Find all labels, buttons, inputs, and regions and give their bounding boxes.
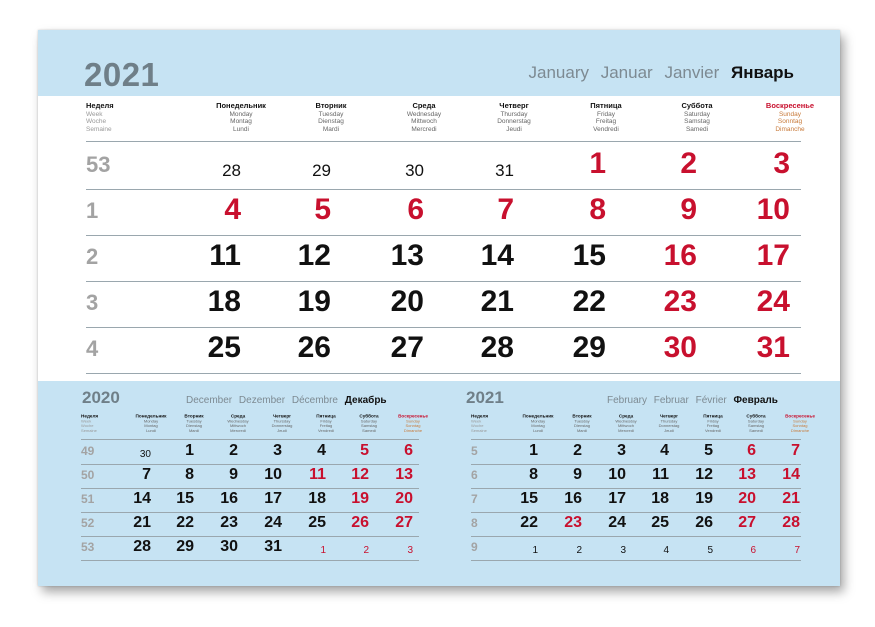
day-cell: 9 — [229, 466, 238, 483]
header-line: Woche — [81, 423, 94, 429]
header-line: Week — [86, 110, 103, 118]
weekday-header — [734, 414, 777, 433]
header-line: Jeudi — [506, 125, 522, 133]
row-divider — [81, 536, 419, 537]
header-line: Lundi — [146, 428, 156, 433]
day-cell: 30 — [405, 161, 424, 180]
header-line: Суббота — [681, 101, 713, 110]
header-line: Monday — [143, 419, 159, 424]
day-cell: 1 — [185, 442, 194, 459]
weekday-header — [172, 414, 215, 433]
week-column-header — [81, 414, 124, 433]
prev-month-year: 2020 — [82, 388, 120, 407]
header-line: Wednesday — [406, 110, 442, 118]
month-fr: Février — [695, 395, 727, 406]
day-cell: 18 — [651, 490, 669, 507]
prev-month-names — [182, 395, 387, 406]
day-cell: 6 — [747, 442, 756, 459]
day-cell: 26 — [297, 331, 331, 364]
day-cell: 6 — [750, 545, 756, 556]
header-line: Samedi — [749, 428, 763, 433]
day-cell: 24 — [756, 285, 790, 318]
row-divider — [471, 560, 801, 561]
header-divider — [471, 439, 801, 440]
day-cell: 7 — [791, 442, 800, 459]
header-line: Vendredi — [318, 428, 334, 433]
day-cell: 13 — [390, 239, 424, 272]
day-cell: 18 — [207, 285, 241, 318]
day-cell: 13 — [738, 466, 756, 483]
header-line: Четверг — [272, 413, 292, 419]
header-line: Понедельник — [135, 413, 167, 419]
header-line: Понедельник — [522, 413, 554, 419]
row-divider — [86, 373, 801, 374]
header-line: Mittwoch — [411, 118, 437, 125]
day-cell: 8 — [185, 466, 194, 483]
day-cell: 14 — [782, 466, 800, 483]
header-line: Lundi — [533, 428, 543, 433]
header-line: Samstag — [748, 423, 764, 429]
header-line: Mardi — [188, 428, 200, 433]
month-de: Dezember — [238, 395, 286, 406]
month-ru: Февраль — [733, 395, 778, 406]
month-en: January — [528, 63, 589, 82]
day-cell: 13 — [395, 466, 413, 483]
header-line: Воскресенье — [765, 101, 815, 110]
header-line: Вторник — [572, 413, 592, 419]
week-number: 52 — [81, 516, 95, 530]
header-line: Sunday — [793, 419, 807, 424]
day-cell: 25 — [207, 331, 241, 364]
header-line: Thursday — [660, 419, 678, 424]
next-month-year: 2021 — [466, 388, 504, 407]
month-fr: Décembre — [291, 395, 338, 406]
day-cell: 31 — [264, 538, 282, 555]
day-cell: 1 — [320, 545, 326, 556]
weekday-header — [469, 102, 559, 133]
weekday-header — [560, 414, 603, 433]
header-line: Суббота — [746, 413, 766, 419]
week-number: 6 — [471, 468, 478, 482]
day-cell: 28 — [480, 331, 514, 364]
day-cell: 3 — [620, 545, 626, 556]
week-number: 51 — [81, 492, 95, 506]
day-cell: 17 — [756, 239, 790, 272]
header-line: Пятница — [590, 101, 622, 110]
header-line: Вторник — [315, 101, 347, 110]
header-line: Week — [471, 419, 482, 424]
header-line: Dimanche — [403, 428, 423, 433]
header-line: Jeudi — [664, 428, 674, 433]
header-line: Donnerstag — [497, 118, 531, 125]
day-cell: 20 — [738, 490, 756, 507]
header-line: Dimanche — [775, 125, 805, 133]
day-cell: 12 — [351, 466, 369, 483]
day-cell: 3 — [407, 545, 413, 556]
row-divider — [86, 281, 801, 282]
day-cell: 19 — [297, 285, 331, 318]
day-cell: 27 — [738, 514, 756, 531]
day-cell: 19 — [351, 490, 369, 507]
day-cell: 15 — [572, 239, 606, 272]
header-line: Tuesday — [186, 419, 202, 424]
header-line: Saturday — [683, 110, 711, 118]
day-cell: 16 — [564, 490, 582, 507]
day-cell: 2 — [680, 147, 697, 180]
day-cell: 9 — [573, 466, 582, 483]
day-cell: 28 — [222, 161, 241, 180]
header-line: Freitag — [319, 423, 333, 429]
week-number: 53 — [81, 540, 95, 554]
day-cell: 30 — [663, 331, 697, 364]
weekday-header — [391, 414, 434, 433]
header-line: Monday — [530, 419, 546, 424]
row-divider — [81, 512, 419, 513]
day-cell: 22 — [572, 285, 606, 318]
day-cell: 24 — [264, 514, 282, 531]
day-cell: 24 — [608, 514, 626, 531]
header-line: Mercredi — [411, 125, 437, 133]
month-en: February — [607, 395, 648, 406]
month-ru: Январь — [730, 63, 794, 82]
header-line: Semaine — [86, 125, 112, 133]
header-line: Saturday — [747, 419, 765, 424]
header-line: Вторник — [184, 413, 204, 419]
day-cell: 8 — [589, 193, 606, 226]
header-line: Dimanche — [790, 428, 810, 433]
next-month-names — [603, 395, 778, 406]
day-cell: 19 — [695, 490, 713, 507]
header-line: Montag — [230, 118, 252, 125]
header-line: Semaine — [471, 428, 487, 433]
header-line: Tuesday — [574, 419, 590, 424]
day-cell: 3 — [617, 442, 626, 459]
day-cell: 6 — [404, 442, 413, 459]
header-line: Воскресенье — [785, 413, 815, 419]
header-line: Friday — [707, 419, 719, 424]
day-cell: 18 — [308, 490, 326, 507]
day-cell: 25 — [651, 514, 669, 531]
week-column-header — [86, 102, 176, 133]
day-cell: 17 — [608, 490, 626, 507]
weekday-header — [561, 102, 651, 133]
weekday-header — [260, 414, 303, 433]
day-cell: 1 — [529, 442, 538, 459]
day-cell: 14 — [133, 490, 151, 507]
header-divider — [81, 439, 419, 440]
day-cell: 14 — [480, 239, 514, 272]
day-cell: 7 — [497, 193, 514, 226]
day-cell: 28 — [782, 514, 800, 531]
day-cell: 6 — [407, 193, 424, 226]
calendar-sheet — [38, 30, 840, 586]
header-line: Jeudi — [277, 428, 287, 433]
week-number: 3 — [86, 290, 99, 315]
row-divider — [86, 235, 801, 236]
header-line: Mardi — [322, 125, 340, 133]
month-fr: Janvier — [664, 63, 720, 82]
day-cell: 16 — [663, 239, 697, 272]
header-line: Среда — [230, 413, 246, 419]
week-number: 4 — [86, 336, 99, 361]
day-cell: 5 — [360, 442, 369, 459]
day-cell: 4 — [317, 442, 326, 459]
day-cell: 11 — [652, 466, 669, 483]
header-line: Montag — [144, 423, 158, 429]
header-line: Воскресенье — [398, 413, 428, 419]
weekday-header — [196, 102, 286, 133]
day-cell: 8 — [529, 466, 538, 483]
day-cell: 31 — [495, 161, 514, 180]
header-line: Donnerstag — [271, 423, 293, 429]
day-cell: 1 — [589, 147, 606, 180]
header-line: Samstag — [361, 423, 377, 429]
day-cell: 2 — [573, 442, 582, 459]
header-line: Mardi — [576, 428, 588, 433]
day-cell: 10 — [756, 193, 790, 226]
main-month-names — [522, 63, 795, 83]
header-line: Неделя — [81, 413, 99, 419]
day-cell: 28 — [133, 538, 151, 555]
header-line: Четверг — [499, 101, 529, 110]
header-line: Lundi — [233, 125, 249, 133]
header-line: Samedi — [362, 428, 376, 433]
header-line: Thursday — [500, 110, 528, 118]
weekday-header — [286, 102, 376, 133]
day-cell: 4 — [663, 545, 669, 556]
day-cell: 20 — [395, 490, 413, 507]
header-line: Mercredi — [230, 428, 246, 433]
day-cell: 2 — [363, 545, 369, 556]
day-cell: 20 — [390, 285, 424, 318]
day-cell: 11 — [309, 466, 326, 483]
day-cell: 10 — [264, 466, 282, 483]
header-line: Vendredi — [593, 125, 619, 133]
week-number: 53 — [86, 152, 111, 177]
weekday-header — [379, 102, 469, 133]
weekday-header — [516, 414, 559, 433]
day-cell: 15 — [176, 490, 194, 507]
day-cell: 7 — [142, 466, 151, 483]
row-divider — [471, 512, 801, 513]
day-cell: 5 — [314, 193, 331, 226]
week-number: 9 — [471, 540, 478, 554]
header-line: Samedi — [685, 125, 709, 133]
header-line: Saturday — [360, 419, 378, 424]
day-cell: 31 — [756, 331, 790, 364]
week-column-header — [471, 414, 514, 433]
header-line: Неделя — [471, 413, 489, 419]
header-line: Wednesday — [227, 419, 249, 424]
day-cell: 2 — [229, 442, 238, 459]
day-cell: 3 — [273, 442, 282, 459]
day-cell: 10 — [608, 466, 626, 483]
header-line: Friday — [596, 110, 616, 118]
day-cell: 27 — [395, 514, 413, 531]
main-year: 2021 — [84, 56, 160, 93]
header-line: Vendredi — [705, 428, 721, 433]
weekday-header — [652, 102, 742, 133]
weekday-header — [216, 414, 259, 433]
day-cell: 23 — [220, 514, 238, 531]
day-cell: 4 — [224, 193, 241, 226]
month-de: Februar — [653, 395, 689, 406]
day-cell: 29 — [572, 331, 606, 364]
day-cell: 21 — [480, 285, 514, 318]
day-cell: 9 — [680, 193, 697, 226]
weekday-header — [745, 102, 835, 133]
day-cell: 26 — [351, 514, 369, 531]
header-line: Freitag — [706, 423, 720, 429]
header-line: Friday — [320, 419, 332, 424]
header-line: Среда — [618, 413, 634, 419]
row-divider — [86, 327, 801, 328]
day-cell: 29 — [176, 538, 194, 555]
day-cell: 23 — [564, 514, 582, 531]
header-line: Donnerstag — [658, 423, 680, 429]
day-cell: 5 — [704, 442, 713, 459]
header-line: Mercredi — [618, 428, 634, 433]
header-line: Monday — [229, 110, 253, 118]
day-cell: 25 — [308, 514, 326, 531]
week-number: 50 — [81, 468, 95, 482]
weekday-header — [129, 414, 172, 433]
header-line: Tuesday — [318, 110, 344, 118]
row-divider — [471, 464, 801, 465]
header-line: Woche — [471, 423, 484, 429]
weekday-header — [691, 414, 734, 433]
month-en: December — [186, 395, 233, 406]
day-cell: 5 — [707, 545, 713, 556]
month-ru: Декабрь — [344, 395, 387, 406]
header-line: Среда — [412, 101, 436, 110]
row-divider — [81, 464, 419, 465]
row-divider — [86, 189, 801, 190]
header-line: Четверг — [659, 413, 679, 419]
weekday-header — [604, 414, 647, 433]
header-divider — [86, 141, 801, 142]
day-cell: 16 — [220, 490, 238, 507]
header-line: Суббота — [359, 413, 379, 419]
week-number: 8 — [471, 516, 478, 530]
header-line: Dienstag — [186, 423, 202, 429]
header-line: Montag — [531, 423, 545, 429]
day-cell: 2 — [576, 545, 582, 556]
weekday-header — [304, 414, 347, 433]
week-number: 49 — [81, 444, 95, 458]
day-cell: 22 — [176, 514, 194, 531]
row-divider — [81, 560, 419, 561]
day-cell: 30 — [220, 538, 238, 555]
day-cell: 27 — [390, 331, 424, 364]
day-cell: 15 — [520, 490, 538, 507]
weekday-header — [778, 414, 821, 433]
day-cell: 21 — [133, 514, 151, 531]
header-line: Неделя — [86, 101, 114, 110]
header-line: Thursday — [273, 419, 291, 424]
week-number: 5 — [471, 444, 478, 458]
month-de: Januar — [600, 63, 653, 82]
day-cell: 1 — [532, 545, 538, 556]
day-cell: 11 — [209, 239, 241, 272]
header-line: Samstag — [684, 118, 710, 125]
header-line: Freitag — [595, 118, 617, 125]
day-cell: 17 — [264, 490, 282, 507]
header-line: Sonntag — [777, 118, 803, 125]
day-cell: 3 — [773, 147, 790, 180]
row-divider — [471, 536, 801, 537]
day-cell: 29 — [312, 161, 331, 180]
header-line: Понедельник — [216, 101, 266, 110]
weekday-header — [347, 414, 390, 433]
week-number: 7 — [471, 492, 478, 506]
row-divider — [81, 488, 419, 489]
header-line: Dienstag — [574, 423, 590, 429]
header-line: Sonntag — [792, 423, 808, 429]
day-cell: 23 — [663, 285, 697, 318]
day-cell: 4 — [660, 442, 669, 459]
day-cell: 30 — [139, 449, 151, 460]
day-cell: 22 — [520, 514, 538, 531]
header-line: Wednesday — [615, 419, 637, 424]
header-line: Dienstag — [318, 118, 344, 125]
weekday-header — [647, 414, 690, 433]
week-number: 1 — [86, 198, 99, 223]
header-line: Sonntag — [405, 423, 421, 429]
header-line: Пятница — [316, 413, 336, 419]
row-divider — [471, 488, 801, 489]
day-cell: 26 — [695, 514, 713, 531]
header-line: Woche — [86, 118, 107, 125]
week-number: 2 — [86, 244, 99, 269]
day-cell: 7 — [794, 545, 800, 556]
header-line: Пятница — [703, 413, 723, 419]
header-line: Mittwoch — [230, 423, 246, 429]
header-line: Sunday — [406, 419, 420, 424]
header-line: Mittwoch — [618, 423, 634, 429]
header-line: Week — [81, 419, 92, 424]
header-line: Sunday — [778, 110, 802, 118]
day-cell: 12 — [297, 239, 331, 272]
header-line: Semaine — [81, 428, 97, 433]
day-cell: 12 — [695, 466, 713, 483]
day-cell: 21 — [782, 490, 800, 507]
